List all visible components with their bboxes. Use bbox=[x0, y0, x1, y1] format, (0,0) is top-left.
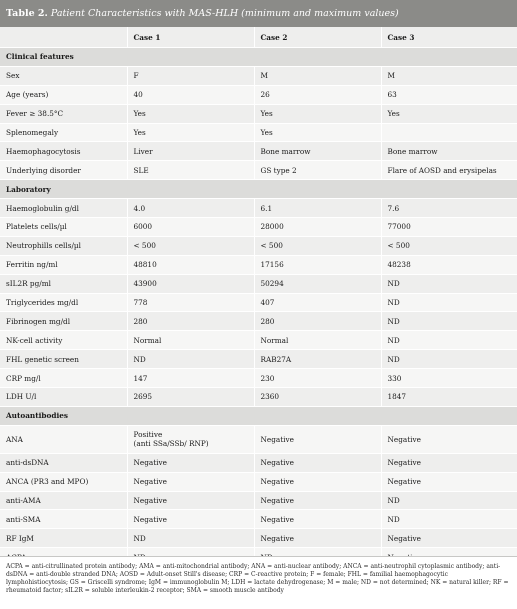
cell-case-1: Liver bbox=[127, 142, 254, 161]
row-label: Ferritin ng/ml bbox=[0, 255, 127, 274]
cell-case-2: 17156 bbox=[254, 255, 381, 274]
table-row bbox=[0, 312, 517, 331]
cell-case-3: Negative bbox=[381, 425, 517, 453]
cell-case-2: 26 bbox=[254, 85, 381, 104]
cell-case-1: ND bbox=[127, 529, 254, 548]
cell-case-1: 40 bbox=[127, 85, 254, 104]
row-label: Neutrophills cells/µl bbox=[0, 236, 127, 255]
row-label: Sex bbox=[0, 66, 127, 85]
row-label: CRP mg/l bbox=[0, 369, 127, 388]
row-label: Platelets cells/µl bbox=[0, 218, 127, 237]
cell-case-3: ND bbox=[381, 350, 517, 369]
cell-case-1: 280 bbox=[127, 312, 254, 331]
cell-case-1: Negative bbox=[127, 491, 254, 510]
table-row bbox=[0, 255, 517, 274]
section-row bbox=[0, 180, 517, 199]
cell-case-3: Flare of AOSD and erysipelas bbox=[381, 161, 517, 180]
cell-case-2: Yes bbox=[254, 123, 381, 142]
table-caption bbox=[0, 0, 517, 27]
cell-case-1: 43900 bbox=[127, 274, 254, 293]
row-label: anti-dsDNA bbox=[0, 453, 127, 472]
row-label: Fever ≥ 38.5°C bbox=[0, 104, 127, 123]
row-label: NK-cell activity bbox=[0, 331, 127, 350]
cell-case-3: 1847 bbox=[381, 388, 517, 407]
cell-case-1: < 500 bbox=[127, 236, 254, 255]
row-label: LDH U/l bbox=[0, 388, 127, 407]
cell-case-3: Yes bbox=[381, 104, 517, 123]
cell-case-1: F bbox=[127, 66, 254, 85]
cell-case-2: Yes bbox=[254, 104, 381, 123]
table-row bbox=[0, 199, 517, 218]
section-row bbox=[0, 48, 517, 67]
cell-case-2: 28000 bbox=[254, 218, 381, 237]
row-label: Haemoglobulin g/dl bbox=[0, 199, 127, 218]
table-row bbox=[0, 510, 517, 529]
cell-case-3: ND bbox=[381, 331, 517, 350]
cell-case-2: M bbox=[254, 66, 381, 85]
cell-case-3: 77000 bbox=[381, 218, 517, 237]
table-row bbox=[0, 142, 517, 161]
cell-case-1: Yes bbox=[127, 123, 254, 142]
cell-case-1: Normal bbox=[127, 331, 254, 350]
patient-characteristics-table bbox=[0, 27, 517, 567]
cell-case-1: 4.0 bbox=[127, 199, 254, 218]
cell-case-2: RAB27A bbox=[254, 350, 381, 369]
row-label: sIL2R pg/ml bbox=[0, 274, 127, 293]
cell-case-1: Negative bbox=[127, 472, 254, 491]
cell-case-1: 147 bbox=[127, 369, 254, 388]
cell-case-2: < 500 bbox=[254, 236, 381, 255]
cell-case-2: Negative bbox=[254, 510, 381, 529]
table-body bbox=[0, 48, 517, 567]
cell-case-3: < 500 bbox=[381, 236, 517, 255]
cell-case-2: 2360 bbox=[254, 388, 381, 407]
cell-case-2: Negative bbox=[254, 529, 381, 548]
cell-case-3: Negative bbox=[381, 529, 517, 548]
section-title: Autoantibodies bbox=[0, 406, 517, 425]
cell-case-1: 6000 bbox=[127, 218, 254, 237]
header-row bbox=[0, 27, 517, 48]
table-row bbox=[0, 453, 517, 472]
cell-case-2: Negative bbox=[254, 425, 381, 453]
table-row bbox=[0, 331, 517, 350]
cell-case-3: Negative bbox=[381, 472, 517, 491]
cell-case-2: GS type 2 bbox=[254, 161, 381, 180]
cell-case-3: ND bbox=[381, 510, 517, 529]
table-row bbox=[0, 236, 517, 255]
header-cell bbox=[0, 27, 127, 48]
row-label: ANA bbox=[0, 425, 127, 453]
row-label: ANCA (PR3 and MPO) bbox=[0, 472, 127, 491]
cell-case-2: 230 bbox=[254, 369, 381, 388]
cell-case-1: Yes bbox=[127, 104, 254, 123]
cell-case-1: Negative bbox=[127, 453, 254, 472]
table-row bbox=[0, 491, 517, 510]
cell-case-2: Negative bbox=[254, 491, 381, 510]
table-row bbox=[0, 529, 517, 548]
cell-case-3: 330 bbox=[381, 369, 517, 388]
section-title: Clinical features bbox=[0, 48, 517, 67]
table-row bbox=[0, 85, 517, 104]
cell-case-2: Bone marrow bbox=[254, 142, 381, 161]
header-cell: Case 1 bbox=[127, 27, 254, 48]
cell-case-3: ND bbox=[381, 312, 517, 331]
cell-case-3: ND bbox=[381, 491, 517, 510]
table-row bbox=[0, 350, 517, 369]
table-row bbox=[0, 369, 517, 388]
section-title: Laboratory bbox=[0, 180, 517, 199]
cell-case-2: Negative bbox=[254, 472, 381, 491]
row-label: anti-AMA bbox=[0, 491, 127, 510]
cell-case-1: Negative bbox=[127, 510, 254, 529]
table-row bbox=[0, 388, 517, 407]
cell-case-1: SLE bbox=[127, 161, 254, 180]
table-row bbox=[0, 293, 517, 312]
row-label: FHL genetic screen bbox=[0, 350, 127, 369]
cell-case-3: ND bbox=[381, 274, 517, 293]
table-row bbox=[0, 472, 517, 491]
table-row bbox=[0, 425, 517, 453]
cell-case-3: 63 bbox=[381, 85, 517, 104]
cell-case-1: 2695 bbox=[127, 388, 254, 407]
cell-case-1: 778 bbox=[127, 293, 254, 312]
table-footnote: ACPA = anti-citrullinated protein antibody; AMA = anti-mitochondrial antibody; ANA = anti-nuclear antibody; ANCA = anti-neutrophil cytoplasmic antibody; anti-dsDNA = anti-double stranded DNA; AOSD = Adult-onset Still's disease; CRP = C-reactive protein; F = female; FHL = familial haemophagocytic lymphohistiocytosis; GS = Griscelli syndrome; IgM = immunoglobulin M; LDH = lactate dehydrogenase; M = male; ND = not determined; NK = natural killer; RF = rheumatoid factor; sIL2R = soluble interleukin-2 receptor; SMA = smooth muscle antibody bbox=[0, 556, 517, 609]
row-label: Haemophagocytosis bbox=[0, 142, 127, 161]
cell-case-1: Positive (anti SSa/SSb/ RNP) bbox=[127, 425, 254, 453]
row-label: Splenomegaly bbox=[0, 123, 127, 142]
cell-case-3: ND bbox=[381, 293, 517, 312]
header-cell: Case 3 bbox=[381, 27, 517, 48]
cell-case-2: 280 bbox=[254, 312, 381, 331]
cell-case-3: Negative bbox=[381, 453, 517, 472]
cell-case-3: 48238 bbox=[381, 255, 517, 274]
cell-case-3: Bone marrow bbox=[381, 142, 517, 161]
cell-case-1: ND bbox=[127, 350, 254, 369]
section-row bbox=[0, 406, 517, 425]
row-label: RF IgM bbox=[0, 529, 127, 548]
cell-case-2: 6.1 bbox=[254, 199, 381, 218]
row-label: anti-SMA bbox=[0, 510, 127, 529]
cell-case-2: 407 bbox=[254, 293, 381, 312]
cell-case-3: M bbox=[381, 66, 517, 85]
cell-case-3: 7.6 bbox=[381, 199, 517, 218]
row-label: Underlying disorder bbox=[0, 161, 127, 180]
cell-case-3 bbox=[381, 123, 517, 142]
table-row bbox=[0, 218, 517, 237]
table-label: Table 2. bbox=[6, 8, 48, 19]
table-row bbox=[0, 123, 517, 142]
cell-case-2: 50294 bbox=[254, 274, 381, 293]
cell-case-2: Negative bbox=[254, 453, 381, 472]
header-cell: Case 2 bbox=[254, 27, 381, 48]
cell-case-1: 48810 bbox=[127, 255, 254, 274]
table-row bbox=[0, 274, 517, 293]
row-label: Age (years) bbox=[0, 85, 127, 104]
table-row bbox=[0, 104, 517, 123]
table-title: Patient Characteristics with MAS-HLH (minimum and maximum values) bbox=[50, 8, 399, 19]
table-row bbox=[0, 161, 517, 180]
cell-case-2: Normal bbox=[254, 331, 381, 350]
row-label: Triglycerides mg/dl bbox=[0, 293, 127, 312]
row-label: Fibrinogen mg/dl bbox=[0, 312, 127, 331]
table-row bbox=[0, 66, 517, 85]
